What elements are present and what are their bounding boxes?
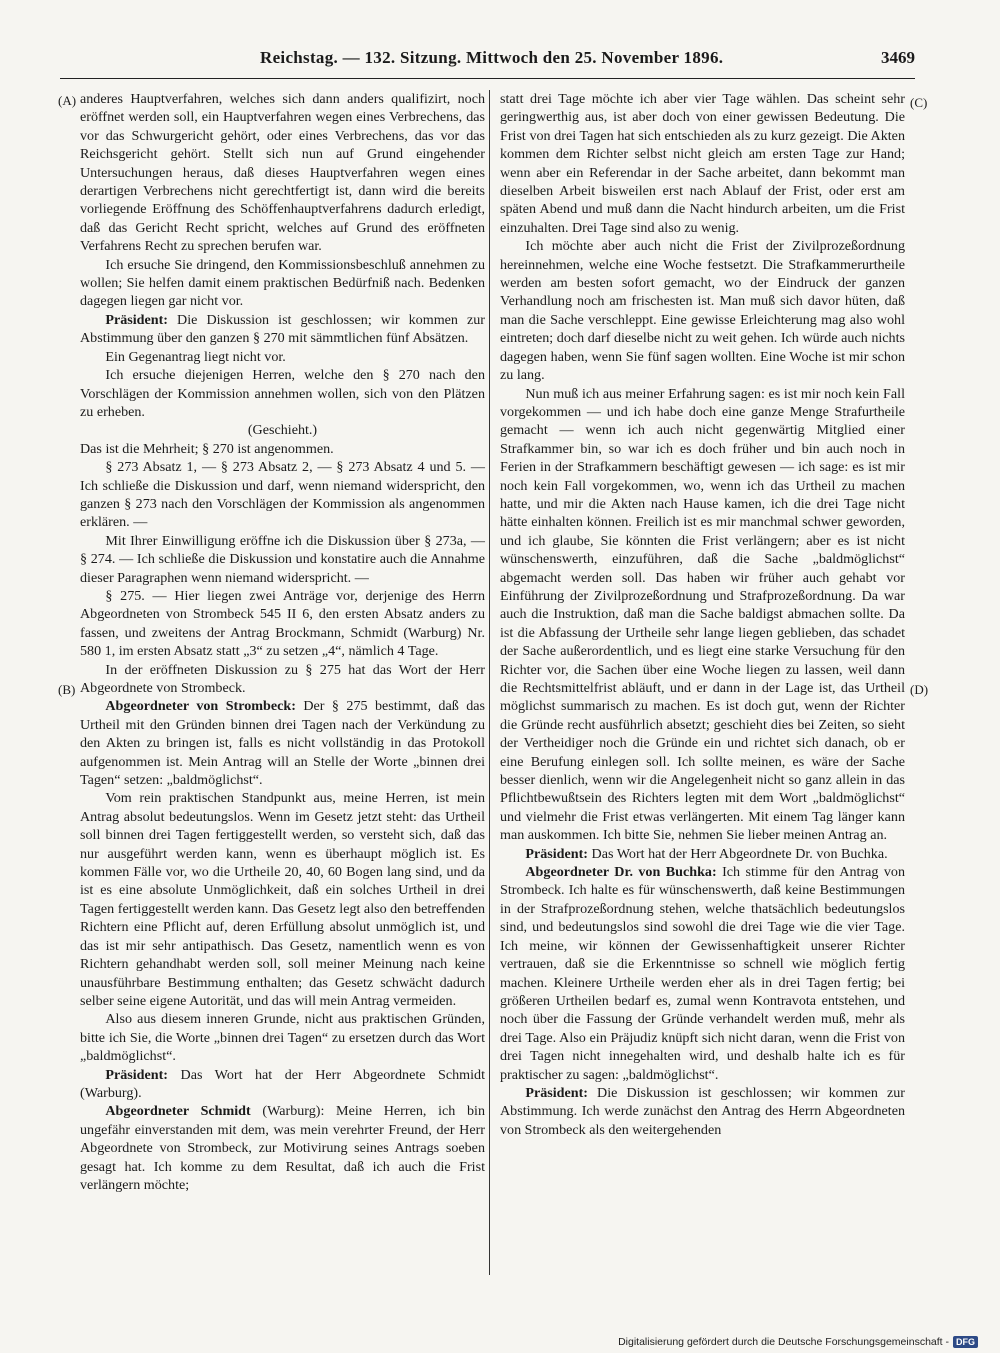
speaker-name: Abgeordneter Dr. von Buchka: [525, 864, 717, 881]
paragraph [80, 789, 485, 1010]
paragraph-text: Vom rein praktischen Standpunkt aus, meine Herren, ist mein Antrag absolut bedeutungslos. Wenn im Gesetz jetzt steht: das Urtheil soll binnen drei Tagen fertiggestellt werden, so versteht sich, daß das nur ausgeführt werden kann, wenn es überhaupt möglich ist. Es kommen Fälle vor, wo die Urtheile 20, 40, 60 Bogen lang sind, und da ist es eine absolute Unmöglichkeit, daß ein solches Urtheil in drei Tagen fertiggestellt werden kann. Das Gesetz legt also den betreffenden Richtern eine Pflicht auf, deren Erfüllung absolut unmöglich ist, und das ist mir sehr antipathisch. Das Gesetz, namentlich wenn es von Richtern gehandhabt werden soll, soll meiner Meinung nach keine unausführbare Bestimmung enthalten; das Gesetz schwächt dadurch selber seine eigene Autorität, und das will mein Antrag vermeiden. [80, 790, 485, 1009]
paragraph-text: In der eröffneten Diskussion zu § 275 hat das Wort der Herr Abgeordnete von Strombeck. [80, 661, 485, 696]
paragraph-text: Nun muß ich aus meiner Erfahrung sagen: es ist mir noch kein Fall vorgekommen — und ich habe doch eine ganze Menge Strafurtheile gemacht — wenn ich auch nicht gegenwärtig Mitglied einer Strafkammer bin, so war ich es doch früher und bin auch noch in Ferien in der Strafkammern beschäftigt gewesen — ich sage: es ist mir noch kein Fall vorgekommen, wo, wenn ich das Urtheil zu machen hatte, und mir die Akten nach Hause kamen, ich die drei Tage nicht hätte einhalten können. Freilich ist es mir manchmal schwer geworden, und ich glaube, Sie könnten die Frist verlängern; aber es ist nicht wünschenswerth, einzuführen, daß die Sache „baldmöglichst“ abgemacht werden soll. Das haben wir früher auch gehabt vor Einführung der Zivilprozeßordnung und Strafprozeßordnung. Da war auch die Instruktion, daß man die Sache baldigst abmachen sollte. Da ist die Abfassung der Urtheile sehr lange liegen geblieben, das schadet der Sache außerordentlich, und es liegt eine starke Versuchung für den Richter vor, die Sachen über eine Woche liegen zu lassen, weil dann die Rechtsmittelfrist abläuft, und er dann in der Lage ist, das Urtheil möglichst summarisch zu machen. Es ist doch gut, wenn der Richter die Gründe recht ausführlich absetzt; geschieht dies bei Zeiten, so sieht der Vertheidiger noch die Gründe ein und richtet sich danach, ob er eine Berufung einlegen soll. Ich sollte meinen, es wäre der Sache besser dienlich, wenn wir die Angelegenheit nicht so ganz allein in das Pflichtbewußtsein des Richters legten mit dem Wort „baldmöglichst“ und vielmehr die Frist etwas verlängerten. Mit einem Tag länger kann man auskommen. Ich bitte Sie, nehmen Sie lieber meinen Antrag an. [500, 385, 905, 844]
paragraph [80, 440, 485, 458]
paragraph [80, 311, 485, 348]
left-column [80, 90, 485, 1194]
speaker-name: Abgeordneter von Strombeck: [105, 698, 296, 715]
paragraph-text: Die Diskussion ist geschlossen; wir kommen zur Abstimmung über den ganzen § 270 mit sämmtlichen fünf Absätzen. [80, 311, 485, 347]
speaker-name: Präsident: [525, 1084, 589, 1101]
page-header [60, 48, 915, 76]
paragraph-text: anderes Hauptverfahren, welches sich dann anders qualifizirt, noch eröffnet werden soll, ein Hauptverfahren wegen eines Verbrechens, das vor das Schwurgericht gehört, oder eines Verbrechens, das vor das Reichsgericht gehört. Stellt sich nun auf Grund eingehender Untersuchungen heraus, daß dieses Hauptverfahren wegen eines derartigen Verbrechens nicht gerechtfertigt ist, dann wird die bereits vorliegende Eröffnung des Schöffenhauptverfahrens dadurch erledigt, daß das Gericht Recht spricht, welches auf Grund des eröffneten Verfahrens Recht zu sprechen berufen war. [80, 91, 485, 255]
paragraph-text: Der § 275 bestimmt, daß das Urtheil mit den Gründen binnen drei Tagen nach der Verkündung zu den Akten zu bringen ist, falls es nicht vollständig in das Protokoll aufgenommen ist. Mein Antrag will an Stelle der Worte „binnen drei Tagen“ setzen: „baldmöglichst“. [80, 698, 485, 789]
column-divider [489, 90, 490, 1275]
running-title: Reichstag. — 132. Sitzung. Mittwoch den 25. November 1896. [260, 48, 724, 67]
paragraph [80, 1066, 485, 1103]
paragraph [80, 1102, 485, 1194]
margin-marker-a: (A) [58, 93, 77, 108]
paragraph-text: (Warburg): Meine Herren, ich bin ungefähr einverstanden mit dem, was mein verehrter Freund, der Herr Abgeordnete von Strombeck, zur Motivirung seines Antrags soeben gesagt hat. Ich komme zu dem Resultat, daß ich auch die Frist verlängern möchte; [80, 1103, 485, 1193]
margin-marker-b: (B) [58, 682, 76, 697]
paragraph [500, 237, 905, 384]
header-rule [60, 78, 915, 79]
speaker-name: Präsident: [525, 845, 589, 862]
paragraph-text: Mit Ihrer Einwilligung eröffne ich die Diskussion über § 273a, — § 274. — Ich schließe die Diskussion und konstatire auch die Annahme dieser Paragraphen wenn niemand widerspricht. — [80, 532, 485, 586]
paragraph-text: Das Wort hat der Herr Abgeordnete Dr. von Buchka. [588, 845, 888, 862]
margin-marker-d: (D) [910, 682, 929, 697]
page-footer [618, 1336, 978, 1348]
paragraph-text: Ich ersuche Sie dringend, den Kommissionsbeschluß annehmen zu wollen; Sie helfen damit einem praktischen Bedürfniß nach. Bedenken dagegen liegen gar nicht vor. [80, 256, 485, 310]
paragraph-text: Ich möchte aber auch nicht die Frist der Zivilprozeßordnung hereinnehmen, welche eine Woche festsetzt. Die Strafkammerurtheile werden am besten sofort gemacht, wo der Eindruck der ganzen Verhandlung noch am frischesten ist. Man muß sich davor hüten, daß man die Sache verschleppt. Eine gewisse Erleichterung mag also wohl eintreten; doch darf dieselbe nicht zu weit gehen. Ich würde auch nichts dagegen haben, wenn Sie fünf sagen wollten. Eine Woche ist mir schon zu lang. [500, 238, 905, 384]
paragraph [80, 421, 485, 439]
paragraph-text: § 275. — Hier liegen zwei Anträge vor, derjenige des Herrn Abgeordneten von Strombeck 545 II 6, den ersten Absatz anders zu fassen, und zweitens der Antrag Brockmann, Schmidt (Warburg) Nr. 580 1, im ersten Absatz statt „3“ zu setzen „4“, nämlich 4 Tage. [80, 587, 485, 660]
paragraph [500, 1084, 905, 1139]
paragraph-text: § 273 Absatz 1, — § 273 Absatz 2, — § 273 Absatz 4 und 5. — Ich schließe die Diskussion und darf, wenn niemand widerspricht, den ganzen § 273 nach den Vorschlägen der Kommission als angenommen erklären. — [80, 459, 485, 531]
margin-marker-c: (C) [910, 95, 928, 110]
paragraph [500, 845, 905, 863]
paragraph-text: Ich stimme für den Antrag von Strombeck. Ich halte es für wünschenswerth, daß keine Bestimmungen in der Strafprozeßordnung stehen, welche thatsächlich bedeutungslos sind, und bedeutungslos sind sowohl die drei Tage wie die vier Tage. Ich meine, wir können der Gewissenhaftigkeit unserer Richter vertrauen, daß sie die Erkenntnisse so schnell wie möglich fertig machen. Kleinere Urtheile werden eher als in drei Tagen fertig; bei größeren Urtheilen bedarf es, zumal wenn Kontravota entstehen, und noch über die Fassung der Gründe verhandelt werden muß, mehr als drei Tage. Also ein Präjudiz knüpft sich nicht daran, wenn die Frist von drei Tagen nicht innegehalten wird, und deshalb halte ich es für praktischer zu sagen: „baldmöglichst“. [500, 864, 905, 1083]
paragraph [80, 1010, 485, 1065]
paragraph [80, 366, 485, 421]
paragraph-text: Ich ersuche diejenigen Herren, welche den § 270 nach den Vorschlägen der Kommission annehmen wollen, sich von den Plätzen zu erheben. [80, 367, 485, 420]
right-column [500, 90, 905, 1139]
paragraph-text: (Geschieht.) [247, 422, 318, 439]
speaker-name: Abgeordneter Schmidt [105, 1103, 251, 1120]
paragraph [500, 90, 905, 237]
paragraph [80, 532, 485, 587]
page-number: 3469 [881, 48, 915, 67]
dfg-logo: DFG [953, 1336, 978, 1348]
paragraph [500, 385, 905, 845]
paragraph-text: Also aus diesem inneren Grunde, nicht aus praktischen Gründen, bitte ich Sie, die Worte „binnen drei Tagen“ zu ersetzen durch das Wort „baldmöglichst“. [80, 1011, 485, 1065]
paragraph [500, 863, 905, 1084]
paragraph [80, 697, 485, 789]
paragraph-text: Ein Gegenantrag liegt nicht vor. [105, 348, 286, 365]
speaker-name: Präsident: [105, 1066, 169, 1083]
paragraph [80, 90, 485, 256]
paragraph [80, 256, 485, 311]
paragraph [80, 348, 485, 366]
paragraph-text: statt drei Tage möchte ich aber vier Tage wählen. Das scheint sehr geringwerthig aus, ist aber doch von einer gewissen Bedeutung. Die Frist von drei Tagen hat sich entschieden als zu kurz gezeigt. Die Akten kommen dem Richter selbst nicht gleich am ersten Tage zur Hand; wenn aber ein Referendar in der Sache arbeitet, dann bekommt man dieselben Arbeit bisweilen erst nach Ablauf der Frist, oder erst am späten Abend und muß dann die Nacht hindurch arbeiten, um die Frist einzuhalten. Drei Tage sind also zu wenig. [500, 91, 905, 236]
paragraph [80, 587, 485, 661]
paragraph [80, 458, 485, 532]
paragraph-text: Das Wort hat der Herr Abgeordnete Schmidt (Warburg). [80, 1066, 485, 1101]
paragraph-text: Das ist die Mehrheit; § 270 ist angenommen. [80, 440, 334, 457]
footer-text: Digitalisierung gefördert durch die Deutsche Forschungsgemeinschaft - [618, 1336, 949, 1348]
speaker-name: Präsident: [105, 311, 169, 328]
paragraph-text: Die Diskussion ist geschlossen; wir kommen zur Abstimmung. Ich werde zunächst den Antrag des Herrn Abgeordneten von Strombeck als den weitergehenden [500, 1084, 905, 1138]
paragraph [80, 661, 485, 698]
